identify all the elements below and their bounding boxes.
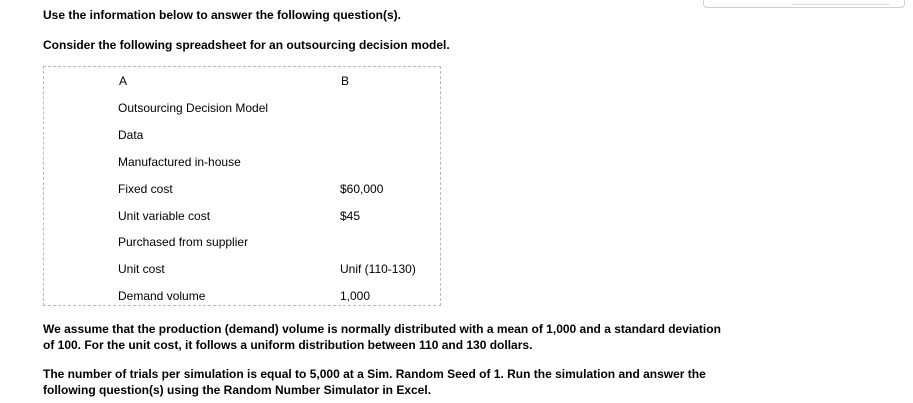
- simulation-paragraph: The number of trials per simulation is equal to 5,000 at a Sim. Random Seed of 1. Run the simulation and answer the following question(s) using the Random Number Simulator in Excel.: [43, 367, 706, 397]
- row-value-unit-cost: Unif (110-130): [340, 262, 416, 276]
- row-value-unit-variable-cost: $45: [340, 209, 361, 223]
- row-label-data: Data: [118, 128, 144, 142]
- row-label-unit-variable-cost: Unit variable cost: [118, 209, 211, 223]
- row-label-demand-volume: Demand volume: [118, 289, 206, 303]
- intro-text: Consider the following spreadsheet for an outsourcing decision model.: [43, 38, 450, 52]
- spreadsheet-table: [43, 66, 441, 306]
- row-value-fixed-cost: $60,000: [340, 182, 384, 196]
- row-label-fixed-cost: Fixed cost: [118, 182, 173, 196]
- column-a-header: A: [119, 74, 128, 88]
- row-label-model-title: Outsourcing Decision Model: [118, 101, 269, 115]
- row-label-purchased: Purchased from supplier: [118, 235, 249, 249]
- row-label-manufactured: Manufactured in-house: [118, 155, 241, 169]
- distribution-paragraph: We assume that the production (demand) volume is normally distributed with a mean of 1,000 and a standard deviation of 100. For the unit cost, it follows a uniform distribution between 110 and 130 dollars.: [43, 322, 721, 352]
- column-b-header: B: [341, 74, 350, 88]
- row-value-demand-volume: 1,000: [340, 289, 371, 303]
- row-label-unit-cost: Unit cost: [118, 262, 165, 276]
- top-input-field[interactable]: [703, 0, 905, 8]
- instruction-text: Use the information below to answer the following question(s).: [43, 8, 402, 22]
